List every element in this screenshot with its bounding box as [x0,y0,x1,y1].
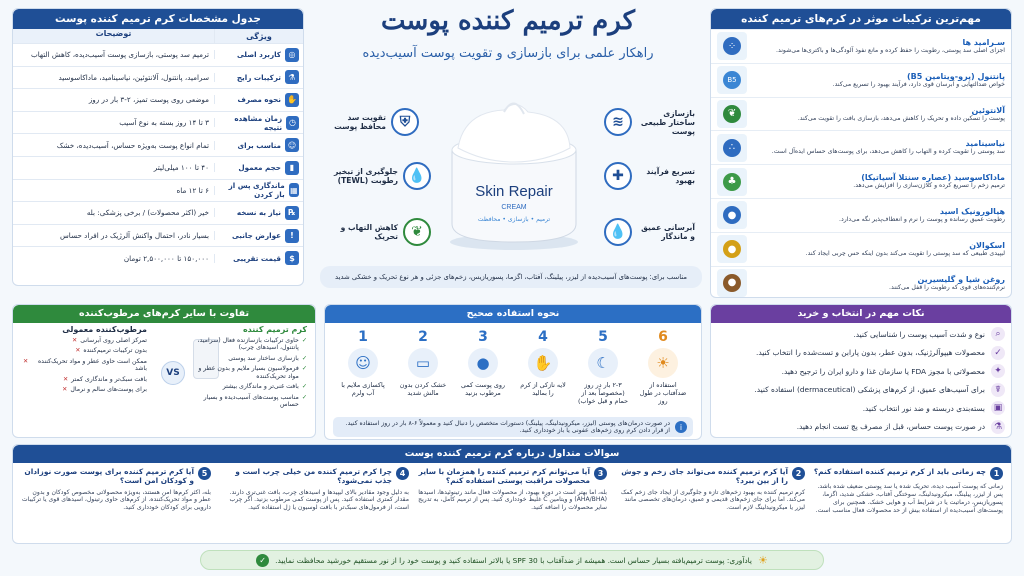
faq-question: آیا کرم ترمیم کننده می‌تواند جای زخم و جوش را از بین ببرد؟ [621,467,788,486]
row-feature: ماندگاری پس از باز کردن [228,181,285,200]
normal-item: بدون ترکیبات ترمیم‌کننده [83,347,147,355]
target-icon: ◎ [285,48,299,62]
ingredient-desc: رطوبت عمیق رسانده و پوست را نرم و انعطاف‌پذیر نگه می‌دارد. [839,216,1005,223]
row-feature: حجم معمول [238,163,281,173]
tip-item [711,399,1011,418]
feature-soothe [332,218,431,246]
warning-icon: ! [285,229,299,243]
step-number: 3 [478,329,488,345]
table-row [13,156,303,179]
ingredient-item [711,63,1011,97]
faq-answer: به دلیل وجود مقادیر بالای لیپیدها و اسیدهای چرب، بافت غنی‌تری دارند. مقدار کمتری استفاده کنید. پس از پوست کمی مرطوب بزنید. اگر چرب است، از فرمول‌های سبک‌تر با بافت لوسیون یا ژل استفاده کنید. [229,488,409,512]
water-drop-icon: 💧 [604,218,632,246]
tube-icon: ▮ [285,161,299,175]
ingredient-desc: خواص ضدالتهابی و آبرسان قوی دارد، فرآیند بهبود را تسریع می‌کند. [832,80,1005,88]
sun-moon-icon: ☾ [588,348,618,378]
usage-step [397,329,449,397]
faq-number: 1 [990,467,1003,480]
step-number: 4 [538,329,548,345]
check-icon: ✓ [301,393,307,401]
repair-item: حاوی ترکیبات بازسازنده فعال (سرامید، پانتنول، اسیدهای چرب) [197,337,299,352]
leaf-icon: ❦ [723,105,741,123]
ingredient-name: روغن شیا و گلیسیرین [917,274,1005,284]
feature-label: تقویت سد محافظ پوست [334,113,386,131]
cross-icon: ✕ [72,337,78,344]
ingredient-desc: لیپیدی طبیعی که سد پوستی را تقویت می‌کند بدون اینکه حس چربی ایجاد کند. [805,249,1005,257]
usage-note [333,417,693,437]
footer-text: یادآوری: پوست ترمیم‌یافته بسیار حساس است. همیشه از ضدآفتاب با SPF 30 یا بالاتر استفاده کنید و پوست خود را از نور مستقیم خورشید محافظت نمایید. [275,555,752,565]
feature-rebuild [604,108,695,136]
step-label: پاکسازی ملایم با آب ولرم [341,381,385,397]
suitable-banner: مناسب برای: پوست‌های آسیب‌دیده از لیزر، پیلینگ، آفتاب، اگزما، پسوریازیس، زخم‌های جزئی و هر نوع تحریک و خشکی شدید [320,266,702,288]
step-label: خشک کردن بدون مالش شدید [399,381,447,397]
feature-label: کاهش التهاب و تحریک [340,223,398,241]
tip-item [711,381,1011,400]
tip-text: نوع و شدت آسیب پوست را شناسایی کنید. [853,329,985,339]
hand-icon: ✋ [285,93,299,107]
normal-item: ممکن است حاوی عطر و مواد تحریک‌کننده باشد [37,357,147,373]
badge-icon: ✦ [991,364,1005,378]
step-label: ۲-۳ بار در روز (مخصوصاً بعد از حمام و قبل خواب) [577,381,629,405]
repair-item: مناسب پوست‌های آسیب‌دیده و بسیار حساس [203,393,299,409]
tip-text: محصولاتی با مجوز FDA یا سازمان غذا و دارو ایران را ترجیح دهید. [781,366,985,376]
cross-icon: ✕ [62,375,69,383]
table-row [13,88,303,111]
ingredient-item [711,130,1011,164]
ingredient-desc: اجزای اصلی سد پوستی، رطوبت را حفظ کرده و مانع نفوذ آلودگی‌ها و باکتری‌ها می‌شوند. [775,47,1005,55]
list-item [23,358,147,373]
row-feature: زمان مشاهده نتیجه [234,113,283,132]
tips-panel [710,304,1012,438]
row-feature: قیمت تقریبی [233,253,281,263]
row-feature: مناسب برای [237,140,281,150]
row-desc: ۱۵۰,۰۰۰ تا ۲,۵۰۰,۰۰۰ تومان [13,254,215,263]
plus-icon: ✚ [604,162,632,190]
ingredient-item [711,232,1011,266]
faq-item [417,467,607,512]
water-drop-icon: ● [723,206,741,224]
faq-item [21,467,211,512]
usage-step [457,329,509,397]
tip-text: محصولات هیپوآلرژنیک، بدون عطر، بدون پارابن و تست‌شده را انتخاب کنید. [755,348,985,358]
feature-barrier [332,108,419,136]
step-label: روی پوست کمی مرطوب بزنید [460,381,505,397]
spec-table [12,8,304,286]
normal-column [23,325,147,394]
doctor-icon: ☤ [991,383,1005,397]
faq-item [219,467,409,512]
feature-label: جلوگیری از تبخیر رطوبت (TEWL) [333,167,398,185]
oil-drop-icon: ● [723,240,741,258]
calendar-icon: ▦ [289,183,299,197]
step-label: لایه نازکی از کرم را بمالید [520,381,566,397]
vs-badge: VS [161,361,185,385]
list-item [23,386,147,393]
row-feature: ترکیبات رایج [236,72,281,82]
user-icon: ☺ [285,138,299,152]
layers-icon: ≋ [604,108,632,136]
faq-question: چرا کرم ترمیم کننده من خیلی چرب است و جذب نمی‌شود؟ [235,467,392,486]
list-item [23,337,147,344]
shield-check-icon: ✓ [256,554,269,567]
faq-answer: بله، اما بهتر است در دوره بهبود، از محصولات فعال مانند رتینوئیدها، اسیدها (AHA/BHA) و ویتامین C غلیظ خودداری کنید. پس از ترمیم کامل، به تدریج سایر محصولات را اضافه کنید. [418,488,607,512]
hand-icon: ✋ [528,348,558,378]
cross-icon: ✕ [23,357,29,365]
feature-hydration [604,218,695,246]
step-number: 5 [598,329,608,345]
ingredient-desc: ترمیم زخم را تسریع کرده و کلاژن‌سازی را افزایش می‌دهد. [853,182,1005,190]
repair-title: کرم ترمیم کننده [242,325,307,334]
faq-number: 3 [594,467,607,480]
ingredient-item [711,266,1011,298]
ingredient-item [711,198,1011,232]
ingredient-name: نیاسینامید [965,139,1005,149]
repair-column [187,325,307,409]
faq-item [615,467,805,512]
repair-item: بازسازی ساختار سد پوستی [228,354,299,362]
repair-item: فرمولاسیون بسیار ملایم و بدون عطر و مواد تحریک‌کننده [198,365,299,380]
table-row [13,66,303,89]
tip-item [711,344,1011,363]
check-icon: ✓ [301,383,307,391]
table-row [13,133,303,156]
tip-item [711,325,1011,344]
row-desc: ۳ تا ۱۴ روز بسته به نوع آسیب [13,118,215,127]
faq-number: 2 [792,467,805,480]
feature-healing [604,162,695,190]
ingredient-name: ماداکاسوسید (عصاره سنتلا آسیاتیکا) [861,173,1005,183]
row-desc: خیر (اکثر محصولات) / برخی پزشکی: بله [13,208,215,217]
row-feature: عوارض جانبی [232,231,281,241]
usage-step [517,329,569,397]
faq-number: 5 [198,467,211,480]
row-feature: نیاز به نسخه [236,208,281,218]
row-desc: بسیار نادر، احتمال واکنش آلرژیک در افراد حساس [13,231,215,240]
tip-item [711,362,1011,381]
ingredient-desc: سد پوستی را تقویت کرده و التهاب را کاهش می‌دهد، برای پوست‌های حساس ایده‌آل است. [771,148,1005,156]
ingredient-name: اسکوالان [969,240,1005,250]
col-desc: توضیحات [13,29,215,43]
list-item [23,347,147,354]
ingredient-name: سـرامید ها [962,38,1005,48]
usage-title: نحوه استفاده صحیح [325,305,701,323]
ingredients-title: مهم‌ترین ترکیبات موثر در کرم‌های ترمیم کننده [711,9,1011,29]
faq-number: 4 [396,467,409,480]
cream-jar-image [444,92,584,252]
table-row [13,201,303,224]
faq-answer: زمانی که پوست آسیب دیده، تحریک شده یا سد پوستی ضعیف شده باشد. پس از لیزر، پیلینگ، میکرونیدلینگ، سوختگی آفتاب، خشکی شدید، اگزما، پسوریازیس، درماتیت یا در شرایط آب و هوایی خشک. همچنین برای پوست‌های آسیب‌دیده از استفاده بیش از حد محصولات فعال مناسب است. [815,483,1003,514]
ingredient-name: هیالورونیک اسید [939,207,1005,216]
footer-reminder [200,550,824,570]
shield-icon: ⛨ [391,108,419,136]
tip-item [711,418,1011,437]
table-row [13,43,303,66]
info-icon: i [675,421,687,433]
cross-icon: ✕ [75,347,81,355]
feature-label: بازسازی ساختار طبیعی پوست [640,108,695,136]
row-desc: سرامید، پانتنول، آلانتوئین، نیاسینامید، ماداکاسوسید [13,73,215,82]
row-desc: ۴۰ تا ۱۰۰ میلی‌لیتر [13,163,215,172]
step-number: 6 [658,329,668,345]
faq-question: آیا کرم ترمیم کننده برای پوست صورت نوزادان و کودکان امن است؟ [24,467,194,486]
page-title: کرم ترمیم کننده پوست [381,6,635,36]
row-feature: نحوه مصرف [237,95,281,105]
ingredient-name: آلانتوئین [971,105,1005,115]
feature-tewl [332,162,431,190]
table-row [13,246,303,269]
normal-item: برای پوست‌های سالم و نرمال [70,386,147,394]
list-item [187,365,307,380]
flask-icon: ⚗ [285,70,299,84]
ingredients-panel [710,8,1012,298]
ingredient-item [711,29,1011,63]
list-item [187,394,307,409]
water-drop-icon: 💧 [403,162,431,190]
spec-table-header [13,29,303,43]
jar-title: Skin Repair [475,183,553,200]
feature-label: آبرسانی عمیق و ماندگار [641,223,695,241]
repair-item: بافت غنی‌تر و ماندگاری بیشتر [222,383,299,391]
faq-answer: بله، اکثر کرم‌ها امن هستند، به‌ویژه محصولاتی مخصوص کودکان و بدون عطر و مواد تحریک‌کننده. از کرم‌های حاوی رتینول، اسیدهای قوی یا ترکیبات دارویی برای کودکان خودداری کنید. [21,488,211,512]
row-desc: ترمیم سد پوستی، بازسازی پوست آسیب‌دیده، کاهش التهاب [13,50,215,59]
step-number: 1 [358,329,368,345]
tips-title: نکات مهم در انتخاب و خرید [711,305,1011,323]
jar-subtitle: CREAM [501,204,527,211]
table-row [13,179,303,202]
prescription-icon: ℞ [285,206,299,220]
usage-step [637,329,689,405]
tip-text: در صورت پوست حساس، قبل از مصرف پچ تست انجام دهید. [796,422,985,432]
row-desc: موضعی روی پوست تمیز، ۲-۳ بار در روز [13,95,215,104]
towel-icon: ▭ [408,348,438,378]
ceramide-icon: ⁘ [723,37,741,55]
list-item [23,376,147,383]
page-subtitle: راهکار علمی برای بازسازی و تقویت پوست آسیب‌دیده [362,46,654,61]
leaf-icon: ❦ [403,218,431,246]
water-drop-icon: ● [468,348,498,378]
step-number: 2 [418,329,428,345]
step-label: استفاده از ضدآفتاب در طول روز [639,381,687,405]
check-icon: ✓ [301,337,307,344]
compare-title: تفاوت با سایر کرم‌های مرطوب‌کننده [13,305,315,323]
list-item [187,355,307,362]
usage-note-text: در صورت درمان‌های پوستی (لیزر، میکرونیدلینگ، پیلینگ) دستورات متخصص را دنبال کنید و معمولاً ۶-۸ بار در روز استفاده کنید. از قرار دادن کرم روی زخم‌های عفونی یا باز خودداری کنید. [345,420,670,434]
plant-icon: ♣ [723,173,741,191]
tip-text: بسته‌بندی دربسته و ضد نور انتخاب کنید. [862,403,985,413]
row-desc: تمام انواع پوست به‌ویژه حساس، آسیب‌دیده، خشک [13,141,215,150]
col-feature: ویژگی [246,31,272,41]
faq-panel [12,444,1012,544]
tip-text: برای آسیب‌های عمیق، از کرم‌های پزشکی (dermaceutical) استفاده کنید. [754,385,985,395]
feature-label: تسریع فرآیند بهبود [646,167,695,185]
row-desc: ۶ تا ۱۲ ماه [13,186,215,195]
drops-icon: ∴ [723,139,741,157]
shea-icon: ● [723,274,741,292]
usage-step [337,329,389,397]
list-item [187,383,307,390]
sun-icon: ☀ [757,553,768,567]
cross-icon: ✕ [62,386,68,394]
table-row [13,111,303,134]
normal-item: بافت سبک‌تر و ماندگاری کمتر [71,375,147,383]
table-row [13,224,303,247]
ingredient-desc: پوست را تسکین داده و تحریک را کاهش می‌دهد، بازسازی بافت را تقویت می‌کند. [797,114,1005,122]
spec-table-title: جدول مشخصات کرم ترمیم کننده پوست [13,9,303,29]
test-icon: ⚗ [991,420,1005,434]
faq-question: آیا می‌توانم کرم ترمیم کننده را همزمان با سایر محصولات مراقبت پوستی استفاده کنم؟ [418,467,590,486]
price-icon: $ [285,251,299,265]
faq-item [813,467,1003,515]
faq-question: چه زمانی باید از کرم ترمیم کننده استفاده کنم؟ [813,467,986,476]
normal-item: تمرکز اصلی روی آبرسانی [80,337,147,344]
ingredient-desc: نرم‌کننده‌های قوی که رطوبت را قفل می‌کنند. [889,283,1005,291]
compare-panel [12,304,316,438]
face-icon: ☺ [348,348,378,378]
list-item [187,337,307,352]
normal-title: مرطوب‌کننده معمولی [62,325,147,334]
check-icon: ✓ [301,354,307,362]
ingredient-name: پانتنول (پرو-ویتامین B5) [907,71,1005,81]
ingredient-item [711,97,1011,131]
faq-title: سوالات متداول درباره کرم ترمیم کننده پوست [13,445,1011,463]
sunscreen-icon: ☀ [648,348,678,378]
jar-tagline: ترمیم • بازسازی • محافظت [477,216,551,223]
check-icon: ✓ [991,346,1005,360]
box-icon: ▣ [991,401,1005,415]
clock-icon: ◷ [286,116,299,130]
search-icon: ⌕ [991,327,1005,341]
usage-step [577,329,629,405]
b5-icon: B5 [723,71,741,89]
faq-answer: کرم ترمیم کننده به بهبود زخم‌های تازه و جلوگیری از ایجاد جای زخم کمک می‌کند. اما برای جای زخم‌های قدیمی و عمیق، درمان‌های تخصصی مانند لیزر یا میکرونیدلینگ لازم است. [620,488,805,512]
check-icon: ✓ [301,365,307,373]
row-feature: کاربرد اصلی [237,50,281,60]
ingredient-item [711,164,1011,198]
usage-panel [324,304,702,440]
